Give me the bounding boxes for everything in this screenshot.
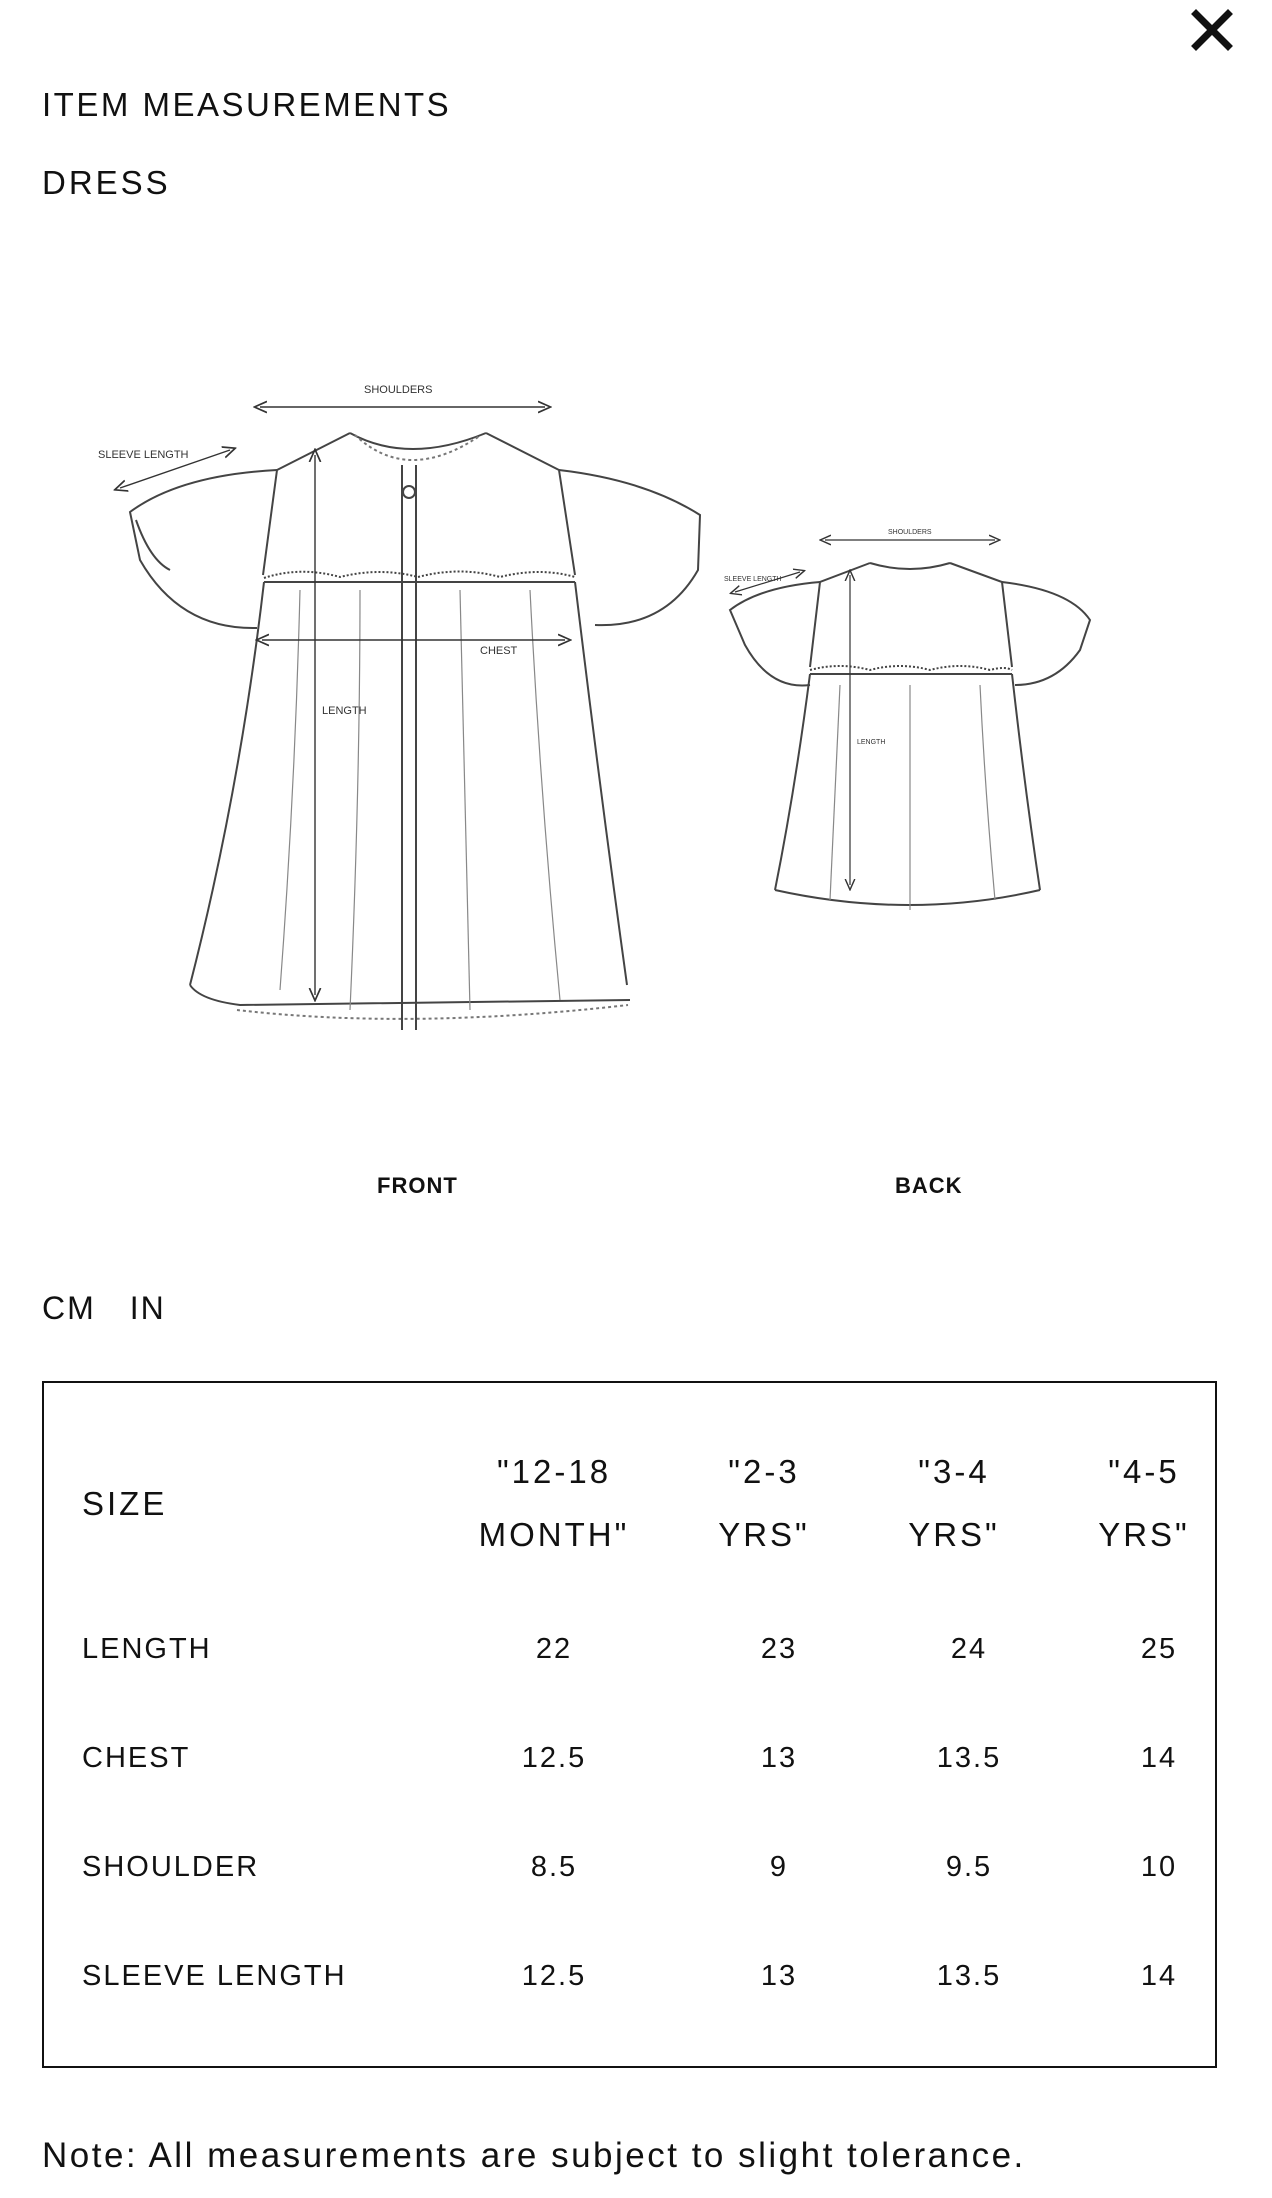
back-shoulders-label: SHOULDERS [888, 529, 932, 536]
size-table [42, 1381, 1217, 2068]
table-cell: 14 [1140, 1742, 1178, 1774]
table-cell: 13 [760, 1960, 798, 1992]
back-dress-drawing [730, 563, 1090, 910]
close-button[interactable] [1186, 4, 1238, 56]
table-cell: 13 [760, 1742, 798, 1774]
product-name: DRESS [42, 164, 171, 201]
back-length-label: LENGTH [857, 739, 886, 746]
modal-title: ITEM MEASUREMENTS [42, 86, 452, 123]
unit-toggle [42, 1290, 200, 1327]
front-measure-lines [120, 407, 565, 995]
unit-cm-button[interactable]: CM [42, 1290, 96, 1326]
size-column-header: "4-5 YRS" [1098, 1453, 1190, 1553]
size-column-header: "3-4 YRS" [908, 1453, 1000, 1553]
measurement-diagram [40, 230, 1160, 1250]
table-cell: 8.5 [530, 1851, 578, 1883]
table-cell: 22 [535, 1633, 573, 1665]
table-cell: 12.5 [521, 1742, 587, 1774]
row-label: LENGTH [82, 1633, 212, 1665]
front-chest-label: CHEST [480, 645, 518, 657]
close-icon [1186, 4, 1238, 56]
table-cell: 14 [1140, 1960, 1178, 1992]
table-cell: 25 [1140, 1633, 1178, 1665]
row-label: SLEEVE LENGTH [82, 1960, 347, 1992]
front-dress-drawing [130, 433, 700, 1030]
size-column-header: "12-18 MONTH" [478, 1453, 630, 1553]
front-label: FRONT [377, 1173, 458, 1198]
table-cell: 24 [950, 1633, 988, 1665]
table-cell: 9.5 [945, 1851, 993, 1883]
tolerance-note: Note: All measurements are subject to slight tolerance. [42, 2136, 1026, 2175]
table-cell: 13.5 [936, 1742, 1002, 1774]
back-label: BACK [895, 1173, 963, 1198]
table-cell: 23 [760, 1633, 798, 1665]
front-shoulders-label: SHOULDERS [364, 384, 433, 396]
front-sleeve-length-label: SLEEVE LENGTH [98, 449, 189, 461]
front-length-label: LENGTH [322, 705, 367, 717]
row-label: SHOULDER [82, 1851, 260, 1883]
size-column-header: "2-3 YRS" [718, 1453, 810, 1553]
table-cell: 12.5 [521, 1960, 587, 1992]
table-cell: 10 [1140, 1851, 1178, 1883]
table-cell: 13.5 [936, 1960, 1002, 1992]
garment-illustration [40, 230, 1160, 1250]
back-measure-lines [735, 540, 995, 885]
back-sleeve-length-label: SLEEVE LENGTH [724, 576, 782, 583]
unit-in-button[interactable]: IN [129, 1290, 166, 1326]
table-cell: 9 [769, 1851, 789, 1883]
row-label: CHEST [82, 1742, 191, 1774]
size-header-label: SIZE [82, 1485, 168, 1522]
